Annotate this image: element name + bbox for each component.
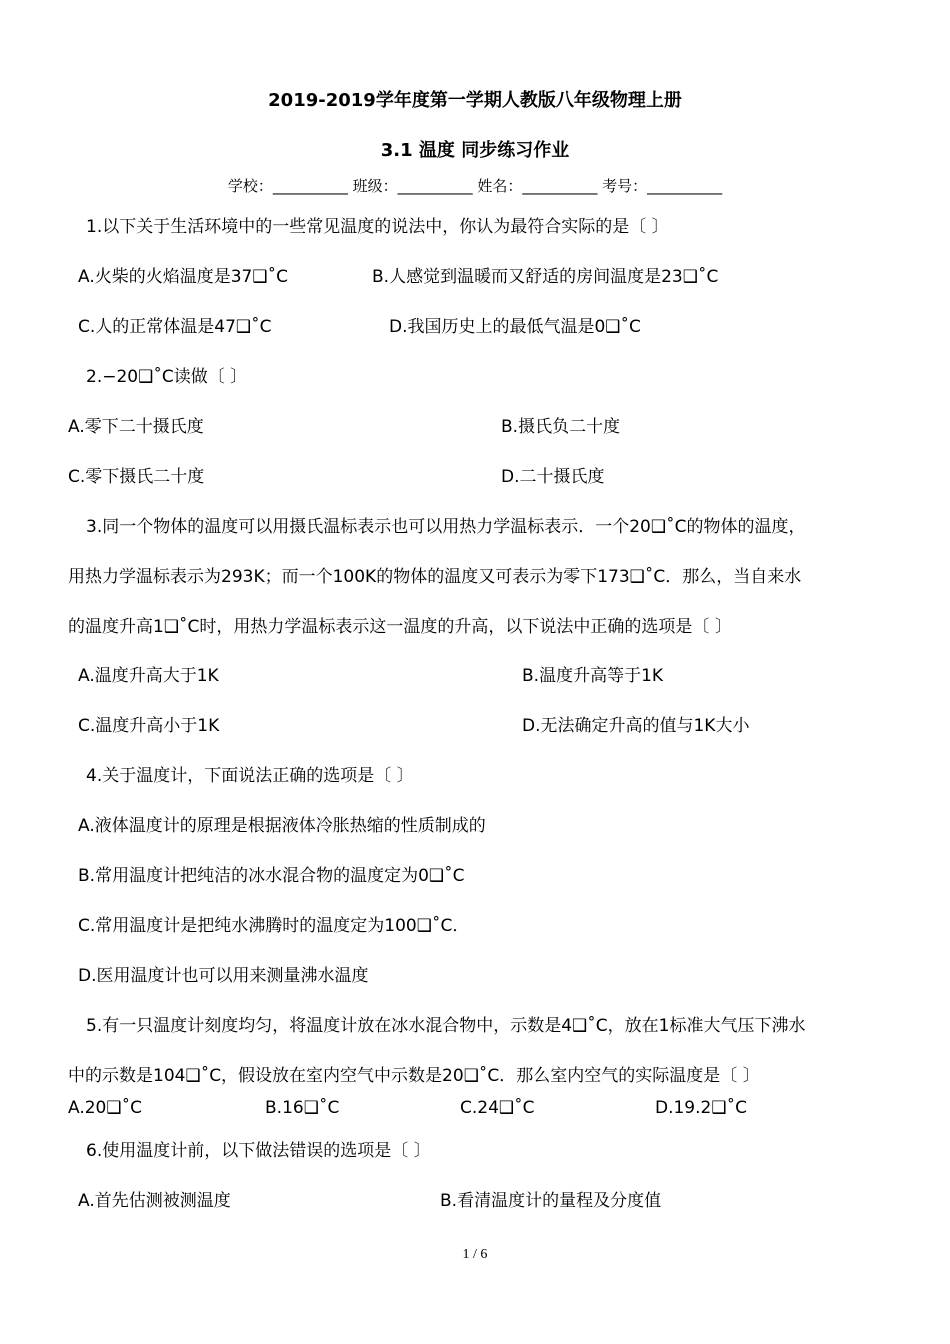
question-2-option-a: A.零下二十摄氏度 <box>68 417 204 437</box>
question-6-stem: 6.使用温度计前，以下做法错误的选项是〔 〕 <box>86 1141 431 1161</box>
question-3-line-3: 的温度升高1❑˚C时，用热力学温标表示这一温度的升高，以下说法中正确的选项是〔 〕 <box>68 617 732 637</box>
question-1-option-b: B.人感觉到温暖而又舒适的房间温度是23❑˚C <box>372 267 719 287</box>
question-5-option-b: B.16❑˚C <box>265 1098 340 1118</box>
question-5-option-a: A.20❑˚C <box>68 1098 142 1118</box>
question-3-option-d: D.无法确定升高的值与1K大小 <box>522 716 750 736</box>
document-subtitle: 3.1 温度 同步练习作业 <box>380 140 570 161</box>
document-title: 2019-2019学年度第一学期人教版八年级物理上册 <box>268 90 682 111</box>
question-1-stem: 1.以下关于生活环境中的一些常见温度的说法中，你认为最符合实际的是〔 〕 <box>86 217 669 237</box>
question-4-option-d: D.医用温度计也可以用来测量沸水温度 <box>78 966 369 986</box>
question-4-option-b: B.常用温度计把纯洁的冰水混合物的温度定为0❑˚C <box>78 866 465 886</box>
question-2-option-c: C.零下摄氏二十度 <box>68 467 205 487</box>
question-3-option-a: A.温度升高大于1K <box>78 666 219 686</box>
question-1-option-d: D.我国历史上的最低气温是0❑˚C <box>389 317 641 337</box>
page-number: 1 / 6 <box>462 1247 488 1262</box>
question-5-line-1: 5.有一只温度计刻度均匀，将温度计放在冰水混合物中，示数是4❑˚C，放在1标准大气压下沸水 <box>86 1016 806 1036</box>
question-5-option-c: C.24❑˚C <box>460 1098 535 1118</box>
question-4-option-c: C.常用温度计是把纯水沸腾时的温度定为100❑˚C． <box>78 916 470 936</box>
question-5-option-d: D.19.2❑˚C <box>655 1098 747 1118</box>
question-4-stem: 4.关于温度计，下面说法正确的选项是〔 〕 <box>86 766 414 786</box>
question-2-stem: 2.−20❑˚C读做〔 〕 <box>86 367 248 387</box>
question-3-line-1: 3.同一个物体的温度可以用摄氏温标表示也可以用热力学温标表示．一个20❑˚C的物体的温度， <box>86 517 806 537</box>
question-1-option-a: A.火柴的火焰温度是37❑˚C <box>78 267 288 287</box>
question-4-option-a: A.液体温度计的原理是根据液体冷胀热缩的性质制成的 <box>78 816 486 836</box>
question-3-option-b: B.温度升高等于1K <box>522 666 664 686</box>
question-6-option-b: B.看清温度计的量程及分度值 <box>440 1191 662 1211</box>
question-2-option-d: D.二十摄氏度 <box>501 467 605 487</box>
question-1-option-c: C.人的正常体温是47❑˚C <box>78 317 272 337</box>
question-2-option-b: B.摄氏负二十度 <box>501 417 621 437</box>
question-3-option-c: C.温度升高小于1K <box>78 716 220 736</box>
question-6-option-a: A.首先估测被测温度 <box>78 1191 231 1211</box>
question-3-line-2: 用热力学温标表示为293K；而一个100K的物体的温度又可表示为零下173❑˚C．那么，当自来水 <box>68 567 802 587</box>
student-info-line: 学校：__________ 班级：__________ 姓名：__________ 考号：__________ <box>227 177 723 195</box>
question-5-line-2: 中的示数是104❑˚C，假设放在室内空气中示数是20❑˚C．那么室内空气的实际温度是〔 〕 <box>68 1066 760 1086</box>
